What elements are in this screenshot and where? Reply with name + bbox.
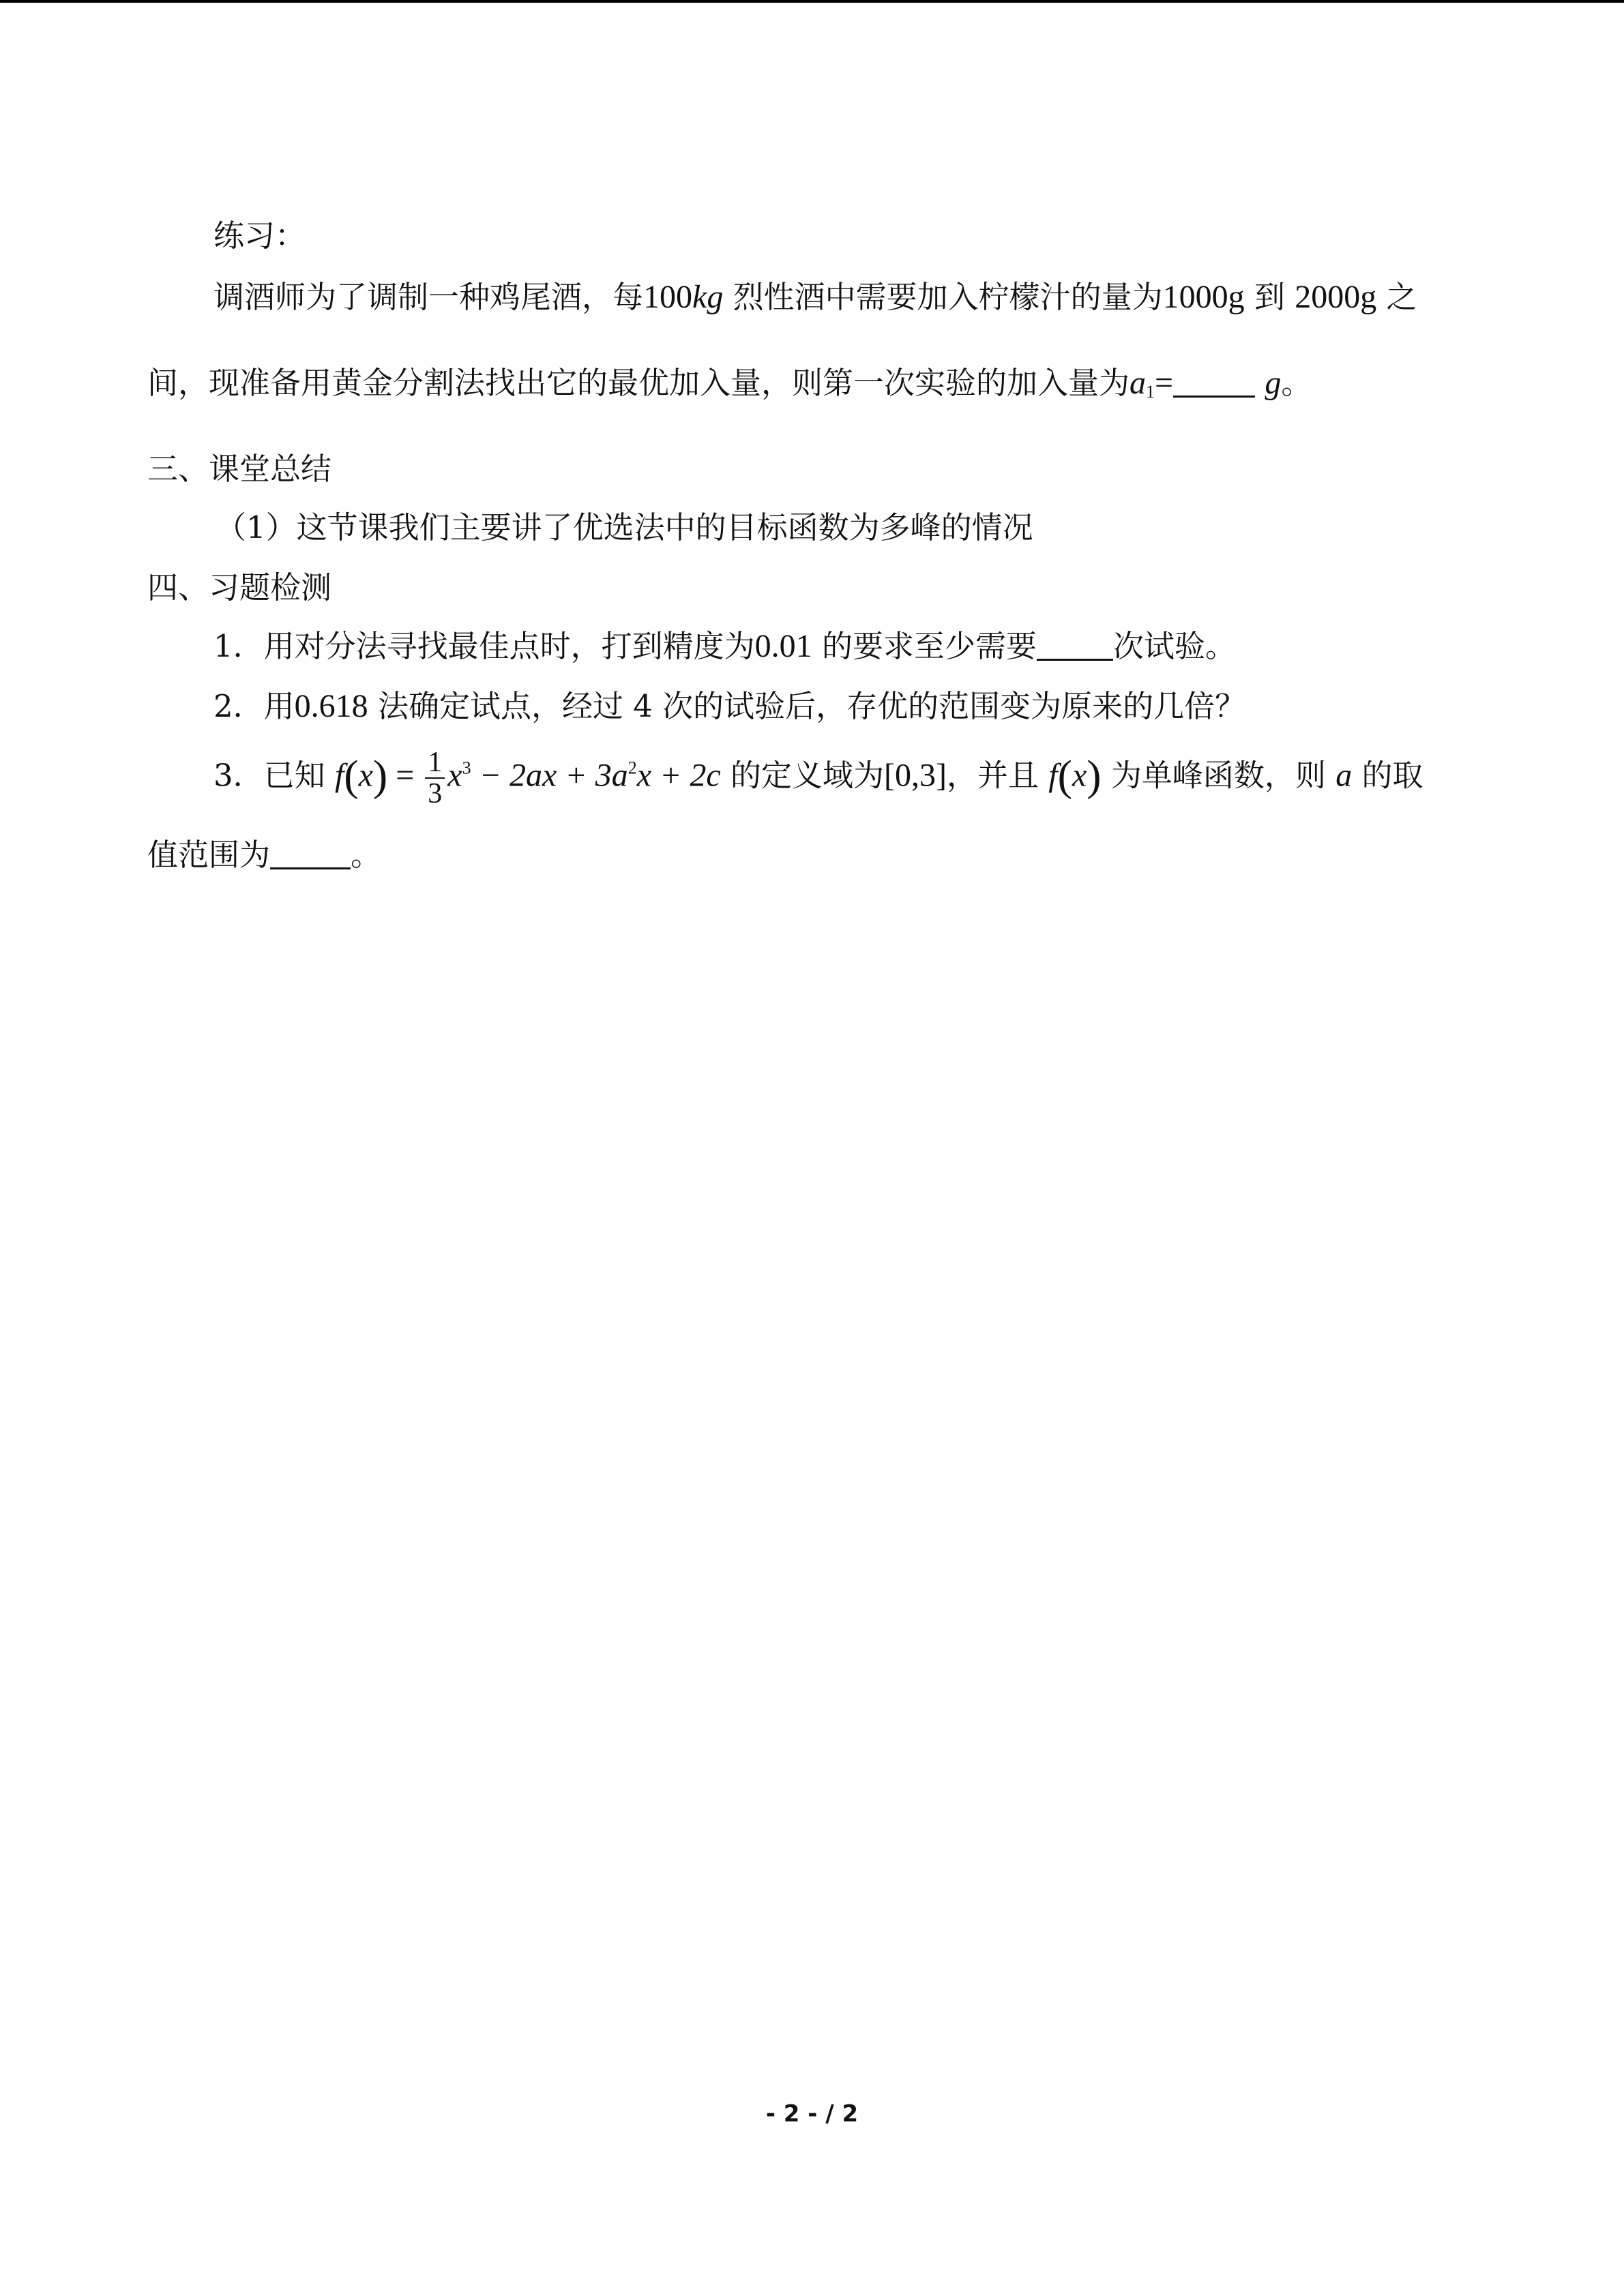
question-3-line-1: 3．已知 f(x) = $\frac{1}{3}$ $x^3 - 2ax + 3a^2x + 2c$ 的定义域为[0,3]，并且 f(x) 为单峰函数，则 a 的取 [213, 747, 1423, 809]
section-3-heading: 三、课堂总结 [147, 451, 332, 487]
section-4-heading: 四、习题检测 [147, 569, 332, 606]
practice-line-2: 间，现准备用黄金分割法找出它的最优加入量，则第一次实验的加入量为$a_1= g$。 [147, 365, 1312, 402]
answer-blank [1037, 659, 1113, 661]
question-1: 1．用对分法寻找最佳点时，打到精度为0.01 的要求至少需要 次试验。 [213, 628, 1236, 664]
answer-blank [1173, 396, 1255, 398]
question-2: 2．用0.618 法确定试点，经过 4 次的试验后，存优的范围变为原来的几倍？ [213, 688, 1246, 724]
fraction-one-third: $\frac{1}{3}$ [425, 747, 445, 809]
practice-line-1: 调酒师为了调制一种鸡尾酒，每100kg 烈性酒中需要加入柠檬汁的量为1000g 到 2000g 之 [213, 279, 1417, 315]
summary-item-1: （1）这节课我们主要讲了优选法中的目标函数为多峰的情况 [216, 509, 1033, 546]
answer-blank [270, 867, 351, 869]
practice-label: 练习： [213, 218, 306, 254]
page-number: - 2 - / 2 [765, 2100, 859, 2128]
question-3-line-2: 值范围为 。 [147, 837, 382, 873]
